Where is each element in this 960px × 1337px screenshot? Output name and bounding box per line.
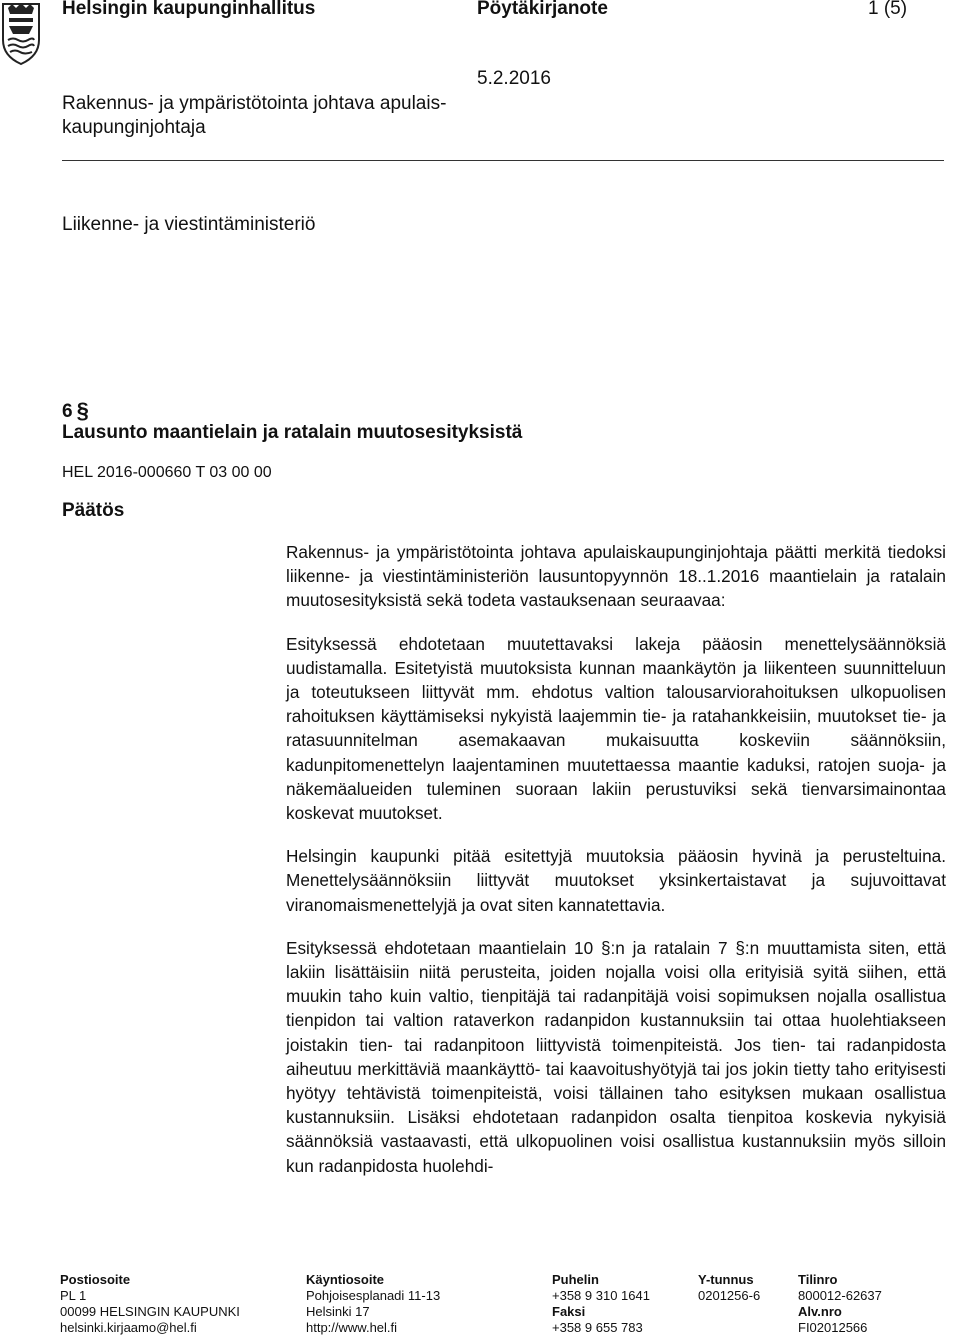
footer-business-id-label: Y-tunnus — [698, 1272, 754, 1287]
footer-visiting — [306, 1272, 440, 1336]
recipient: Liikenne- ja viestintäministeriö — [62, 214, 316, 235]
helsinki-coat-of-arms-logo — [0, 0, 42, 66]
footer-visiting-line: Pohjoisesplanadi 11-13 — [306, 1288, 441, 1303]
footer-phone-value: +358 9 310 1641 — [552, 1288, 650, 1303]
section-number-value: 6 — [62, 401, 73, 422]
footer-account-label: Tilinro — [798, 1272, 838, 1287]
header-divider — [62, 160, 944, 161]
page-footer — [60, 1272, 950, 1336]
footer-phone — [552, 1272, 650, 1336]
page-number: 1 (5) — [868, 0, 908, 19]
document-id: HEL 2016-000660 T 03 00 00 — [62, 464, 272, 481]
section-symbol: § — [76, 398, 89, 423]
footer-website-link[interactable]: http://www.hel.fi — [306, 1320, 398, 1335]
paragraph: Esityksessä ehdotetaan muutettavaksi lakeja pääosin menettelysäännöksiä uudistamalla. Esitetyistä muutoksista kunnan maankäytön ja liikenteen suunnitteluun ja toteutukseen liittyvät mm. ehdotus valtion talousarviorahoituksen ulkopuolisen rahoituksen käyttämiseksi nykyistä laajemmin tie- ja ratahankkeisiin, muutokset tie- ja ratasuunnitelman asemakaavan mukaisuutta koskeviin säännöksiin, kadunpitomenettelyn laajentaminen muutettaessa maantie kaduksi, ratojen suoja- ja näkemäalueiden tuleminen suoraan lakiin perustuviksi sekä tienvarsimainontaa koskevat muutokset. — [286, 633, 946, 824]
paragraph: Esityksessä ehdotetaan maantielain 10 §:n ja ratalain 7 §:n muuttamista siten, että lakiin lisättäisiin niitä perusteita, joiden nojalla voisi olla erityisiä syitä siihen, että muukin taho kuin valtio, tienpitäjä tai radanpitäjä voisi sopimuksen nojalla osallistua tienpidon tai valtion rataverkon radanpidon kustannuksiin tai ottaa huolehtiakseen joistakin tien- tai radanpitoon liittyvistä toimenpiteistä. Jos tien- tai radanpidosta aiheutuu merkittäviä maankäyttö- tai kaavoitushyötyjä tai jos jokin tietty taho erityisesti hyötyy tehtävistä toimenpiteistä, voisi tällainen taho esityksen mukaan osallistua kustannuksiin. Lisäksi ehdotetaan radanpidon osalta tienpitoa koskevia nykyisiä säännöksiä vastaavasti, että ulkopuolinen voisi osallistua kustannuksiin myös silloin kun radanpidosta huolehdi- — [286, 937, 946, 1176]
document-type: Pöytäkirjanote — [477, 0, 608, 19]
author-title: Rakennus- ja ympäristötointa johtava apulais-kaupunginjohtaja — [62, 93, 447, 138]
footer-fax-value: +358 9 655 783 — [552, 1320, 643, 1335]
footer-visiting-line: Helsinki 17 — [306, 1304, 370, 1319]
footer-postal-line: 00099 HELSINGIN KAUPUNKI — [60, 1304, 240, 1319]
footer-postal — [60, 1272, 240, 1336]
footer-postal-label: Postiosoite — [60, 1272, 131, 1287]
paragraph: Rakennus- ja ympäristötointa johtava apulaiskaupunginjohtaja päätti merkitä tiedoksi liikenne- ja viestintäministeriön lausuntopyynnön 18..1.2016 maantielain ja ratalain muutosesityksistä sekä todeta vastauksenaan seuraavaa: — [286, 542, 946, 611]
footer-account-value: 800012-62637 — [798, 1288, 882, 1303]
footer-phone-label: Puhelin — [552, 1272, 599, 1287]
section-number — [62, 398, 89, 424]
section-title: Lausunto maantielain ja ratalain muutosesityksistä — [62, 422, 523, 443]
footer-vat-value: FI02012566 — [798, 1320, 868, 1335]
footer-business-id — [698, 1272, 760, 1304]
footer-email-link[interactable]: helsinki.kirjaamo@hel.fi — [60, 1320, 197, 1335]
organization-name: Helsingin kaupunginhallitus — [62, 0, 316, 19]
footer-business-id-value: 0201256-6 — [698, 1288, 761, 1303]
footer-fax-label: Faksi — [552, 1304, 586, 1319]
decision-body — [286, 540, 946, 1197]
decision-heading: Päätös — [62, 500, 125, 521]
footer-visiting-label: Käyntiosoite — [306, 1272, 385, 1287]
paragraph: Helsingin kaupunki pitää esitettyjä muutoksia pääosin hyvinä ja perusteltuina. Menettelysäännöksiin liittyvät muutokset yksinkertaistavat ja sujuvoittavat viranomaismenettelyjä ja ovat siten kannatettavia. — [286, 846, 946, 915]
footer-account — [798, 1272, 882, 1336]
footer-vat-label: Alv.nro — [798, 1304, 842, 1319]
footer-postal-line: PL 1 — [60, 1288, 87, 1303]
document-date: 5.2.2016 — [477, 68, 551, 89]
